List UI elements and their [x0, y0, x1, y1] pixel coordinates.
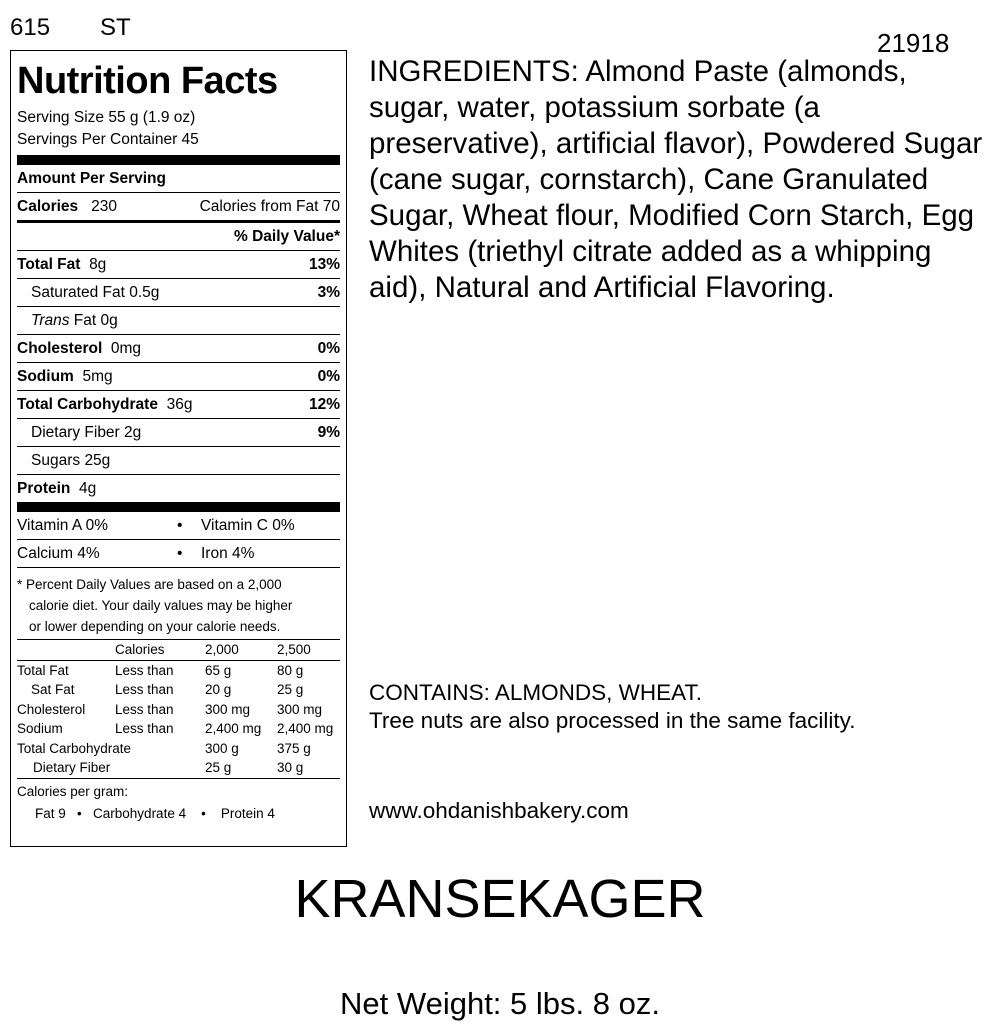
dv-cell: 80 g	[277, 662, 304, 678]
dv-row	[17, 719, 340, 739]
nutrient-daily-value: 0%	[317, 339, 340, 357]
footnote-line: or lower depending on your calorie needs.	[29, 619, 281, 634]
dv-cell: 300 g	[205, 740, 239, 756]
dv-cell: 375 g	[277, 740, 311, 756]
vitamin-row	[17, 512, 340, 539]
daily-value-table	[17, 639, 340, 778]
dv-cell: 2,400 mg	[277, 721, 334, 736]
vitamin-left: Vitamin A 0%	[17, 516, 109, 534]
nutrient-daily-value: 13%	[308, 255, 340, 273]
dv-header-2500: 2,500	[277, 642, 311, 657]
nutrient-row	[17, 390, 340, 418]
nutrient-daily-value: 0%	[317, 367, 340, 385]
nutrient-amount: 8g	[89, 255, 107, 273]
nutrient-amount: 0g	[100, 311, 118, 329]
nutrient-label: Cholesterol	[17, 339, 103, 357]
st-code: ST	[100, 14, 131, 41]
calories-label: Calories	[17, 197, 79, 215]
contains-line: CONTAINS: ALMONDS, WHEAT.	[369, 680, 702, 705]
product-name: KRANSEKAGER	[294, 869, 706, 929]
vitamin-bullet: •	[177, 544, 183, 562]
item-number: 21918	[877, 28, 950, 58]
nutrient-label: Sugars	[31, 451, 81, 469]
calories-row	[17, 192, 340, 220]
nutrient-amount: 5mg	[82, 367, 113, 385]
nutrient-row	[17, 334, 340, 362]
thick-divider	[17, 155, 340, 165]
dv-cell: Less than	[115, 701, 174, 717]
nutrient-daily-value: 3%	[317, 283, 340, 301]
calories-from-fat: Calories from Fat 70	[199, 197, 340, 215]
nutrient-row	[17, 474, 340, 502]
dv-row	[17, 680, 340, 700]
facility-line: Tree nuts are also processed in the same facility.	[369, 708, 856, 733]
nutrient-amount: 2g	[124, 423, 142, 441]
nutrient-row	[17, 250, 340, 278]
footnote-line: * Percent Daily Values are based on a 2,000	[17, 577, 282, 592]
website: www.ohdanishbakery.com	[369, 798, 629, 823]
nutrient-amount: 0mg	[110, 339, 142, 357]
footnote-line: calorie diet. Your daily values may be higher	[29, 598, 293, 613]
net-weight: Net Weight: 5 lbs. 8 oz.	[340, 986, 660, 1021]
nutrient-amount: 4g	[79, 479, 97, 497]
dv-header-calories: Calories	[115, 642, 165, 657]
dv-cell: 20 g	[205, 682, 232, 697]
dv-row	[17, 739, 340, 759]
dv-cell: 25 g	[277, 682, 304, 697]
cpg-fat: Fat 9	[35, 805, 66, 821]
vitamin-left: Calcium 4%	[17, 544, 100, 562]
daily-value-header: % Daily Value*	[17, 220, 340, 250]
nutrient-label: Fat	[73, 311, 97, 329]
dv-cell: Cholesterol	[17, 701, 86, 717]
dv-cell: 2,400 mg	[205, 721, 262, 736]
dv-cell: Less than	[115, 662, 174, 678]
ingredients-text: INGREDIENTS: Almond Paste (almonds, sugar, water, potassium sorbate (a preservative), artificial flavor), Powdered Sugar (cane sugar, cornstarch), Cane Granulated Sugar, Wheat flour, Modified Corn Starch, Egg Whites (triethyl citrate added as a whipping aid), Natural and Artificial Flavoring.	[369, 55, 983, 304]
nutrient-label: Sodium	[17, 367, 74, 385]
dv-cell: 25 g	[205, 760, 232, 775]
nutrient-label: Total Fat	[17, 255, 81, 273]
thick-divider-2	[17, 502, 340, 512]
dv-row	[17, 700, 340, 720]
vitamin-rows	[17, 512, 340, 567]
nutrient-row: Trans Fat 0g	[17, 306, 340, 334]
dv-cell: Total Carbohydrate	[17, 740, 132, 756]
calories-value: 230	[91, 197, 117, 215]
dv-cell: 65 g	[205, 662, 232, 678]
dv-row	[17, 660, 340, 680]
nutrient-label: Dietary Fiber	[31, 423, 120, 441]
cpg-protein: Protein 4	[220, 805, 275, 821]
dv-cell: Dietary Fiber	[33, 760, 111, 775]
nutrient-daily-value: 9%	[317, 423, 340, 441]
dv-cell: 300 mg	[205, 701, 251, 717]
dv-cell: Less than	[115, 682, 174, 697]
vitamin-right: Iron 4%	[201, 544, 255, 562]
dv-header-2000: 2,000	[205, 642, 239, 657]
nutrient-amount: 36g	[166, 395, 193, 413]
nutrient-label: Saturated Fat	[31, 283, 125, 301]
nutrient-row	[17, 418, 340, 446]
nutrient-label: Total Carbohydrate	[17, 395, 158, 413]
nutrient-rows	[17, 250, 340, 502]
dv-cell: Total Fat	[17, 662, 69, 678]
nutrient-row	[17, 278, 340, 306]
dv-cell: Sat Fat	[31, 682, 75, 697]
dv-row	[17, 758, 340, 778]
dv-cell: Sodium	[17, 721, 63, 736]
dv-cell	[115, 758, 205, 778]
amount-per-serving: Amount Per Serving	[17, 169, 166, 187]
servings-per-container: Servings Per Container 45	[17, 131, 199, 148]
cpg-carbohydrate: Carbohydrate 4	[93, 805, 187, 821]
vitamin-right: Vitamin C 0%	[201, 516, 295, 534]
nutrient-amount: 25g	[84, 451, 111, 469]
nutrition-facts-panel	[10, 50, 347, 847]
nutrition-title: Nutrition Facts	[17, 60, 278, 102]
nutrient-amount: 0.5g	[129, 283, 160, 301]
vitamin-bullet: •	[177, 516, 183, 534]
vitamin-row	[17, 539, 340, 567]
dv-cell: 300 mg	[277, 701, 323, 717]
nutrient-row	[17, 362, 340, 390]
serving-size: Serving Size 55 g (1.9 oz)	[17, 109, 196, 126]
allergen-statement	[369, 679, 855, 735]
nutrient-label: Protein	[17, 479, 71, 497]
nutrient-row	[17, 446, 340, 474]
dv-cell: Less than	[115, 721, 174, 736]
product-code: 615	[10, 14, 51, 41]
dv-cell: 30 g	[277, 760, 304, 775]
footnote	[17, 567, 340, 637]
calories-per-gram: Calories per gram: Fat 9 • Carbohydrate 4 • Protein 4	[17, 778, 340, 825]
nutrient-daily-value: 12%	[308, 395, 340, 413]
dv-header-row	[17, 640, 340, 661]
